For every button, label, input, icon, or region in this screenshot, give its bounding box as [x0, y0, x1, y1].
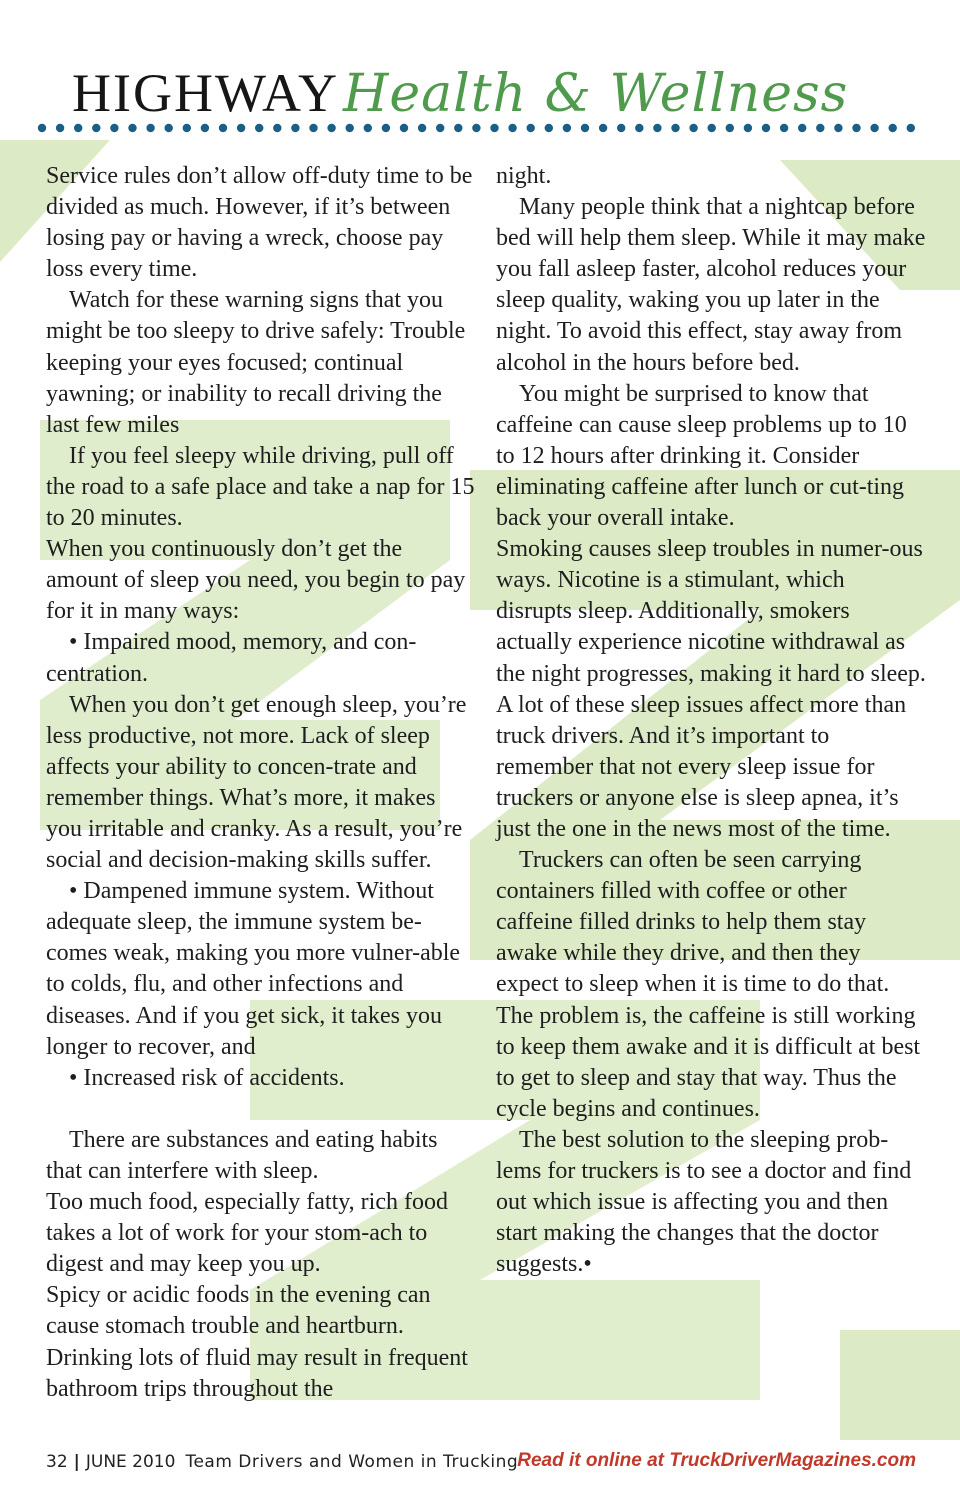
rule-dot — [852, 124, 860, 132]
rule-dot — [418, 124, 426, 132]
paragraph: If you feel sleepy while driving, pull off the road to a safe place and take a nap for 15 to 20 minutes. — [46, 442, 475, 532]
read-online-link[interactable]: Read it online at TruckDriverMagazines.com — [517, 1450, 916, 1471]
rule-dot — [780, 124, 788, 132]
rule-dot — [436, 124, 444, 132]
rule-dot — [527, 124, 535, 132]
paragraph: The best solution to the sleeping prob-lems for truckers is to see a doctor and find out which issue is affecting you and then start making the changes that the doctor suggests.• — [496, 1126, 912, 1278]
paragraph: A lot of these sleep issues affect more than truck drivers. And it’s important to remember that not every sleep issue for truckers or anyone else is sleep apnea, it’s just the one in the news most of the time. — [496, 691, 907, 842]
rule-dot — [472, 124, 480, 132]
bullet-item: • Dampened immune system. Without adequate sleep, the immune system be-comes weak, making you more vulner-able to colds, flu, and other infections and diseases. And if you get sick, it takes you longer to recover, and — [46, 878, 461, 1060]
rule-dot — [382, 124, 390, 132]
paragraph: Spicy or acidic foods in the evening can cause stomach trouble and heartburn. — [46, 1282, 431, 1340]
rule-dot — [110, 124, 118, 132]
folio-separator: | — [73, 1452, 80, 1472]
rule-dot — [165, 124, 173, 132]
rule-dot — [273, 124, 281, 132]
paragraph: Truckers can often be seen carrying containers filled with coffee or other caffeine filled drinks to help them stay awake while they drive, and then they expect to sleep when it is time to do that. The problem is, the caffeine is still working to keep them awake and it is difficult at best to get to sleep and stay that way. Thus the cycle begins and continues. — [496, 847, 921, 1122]
rule-dot — [798, 124, 806, 132]
rule-dot — [219, 124, 227, 132]
rule-dot — [38, 124, 46, 132]
spacer — [46, 1094, 476, 1125]
masthead-title: HIGHWAY — [72, 63, 339, 123]
footer-folio — [46, 1452, 518, 1472]
masthead-script-title: Health & Wellness — [343, 64, 849, 124]
rule-dot — [237, 124, 245, 132]
rule-dot — [708, 124, 716, 132]
rule-dot — [146, 124, 154, 132]
rule-dot — [346, 124, 354, 132]
paragraph: night. — [496, 163, 552, 189]
rule-dot — [545, 124, 553, 132]
page-footer — [46, 1450, 920, 1480]
rule-dot — [816, 124, 824, 132]
paragraph: You might be surprised to know that caffeine can cause sleep problems up to 10 to 12 hours after drinking it. Consider eliminating caffeine after lunch or cut-ting back your overall intake. — [496, 380, 907, 532]
publication-name: Team Drivers and Women in Trucking — [185, 1452, 519, 1472]
paragraph: Drinking lots of fluid may result in frequent bathroom trips throughout the — [46, 1344, 468, 1402]
rule-dot — [870, 124, 878, 132]
rule-dot — [907, 124, 915, 132]
paragraph: Service rules don’t allow off-duty time to be divided as much. However, if it’s between losing pay or having a wreck, choose pay loss every time. — [46, 163, 473, 283]
rule-dot — [563, 124, 571, 132]
bullet-item: • Impaired mood, memory, and con-centration. — [46, 629, 417, 687]
rule-dot — [74, 124, 82, 132]
rule-dot — [56, 124, 64, 132]
rule-dot — [201, 124, 209, 132]
paragraph: Watch for these warning signs that you might be too sleepy to drive safely: Trouble keeping your eyes focused; continual yawning; or inability to recall driving the last few miles — [46, 287, 466, 438]
rule-dot — [327, 124, 335, 132]
rule-dot — [400, 124, 408, 132]
rule-dot — [490, 124, 498, 132]
rule-dot — [128, 124, 136, 132]
issue-date: JUNE 2010 — [85, 1452, 176, 1472]
rule-dot — [599, 124, 607, 132]
rule-dot — [726, 124, 734, 132]
page-number: 32 — [46, 1452, 68, 1472]
rule-dot — [255, 124, 263, 132]
rule-dot — [653, 124, 661, 132]
rule-dot — [364, 124, 372, 132]
paragraph: Many people think that a nightcap before bed will help them sleep. While it may make you fall asleep faster, alcohol reduces your sleep quality, waking you up later in the night. To avoid this effect, stay away from alcohol in the hours before bed. — [496, 194, 926, 376]
rule-dot — [689, 124, 697, 132]
rule-dot — [581, 124, 589, 132]
rule-dot — [309, 124, 317, 132]
rule-dot — [291, 124, 299, 132]
paragraph: When you continuously don’t get the amount of sleep you need, you begin to pay for it in many ways: — [46, 536, 466, 625]
rule-dot — [183, 124, 191, 132]
rule-dot — [762, 124, 770, 132]
article-column-right — [496, 161, 926, 1280]
paragraph: Smoking causes sleep troubles in numer-ous ways. Nicotine is a stimulant, which disrupts sleep. Additionally, smokers actually experience nicotine withdrawal as the night progresses, making it hard to sleep. — [496, 536, 926, 687]
rule-dot — [92, 124, 100, 132]
bullet-item: • Increased risk of accidents. — [69, 1064, 345, 1091]
rule-dot — [617, 124, 625, 132]
rule-dot — [744, 124, 752, 132]
paragraph: Too much food, especially fatty, rich food takes a lot of work for your stom-ach to digest and may keep you up. — [46, 1189, 448, 1278]
rule-dot — [635, 124, 643, 132]
rule-dot — [671, 124, 679, 132]
paragraph: There are substances and eating habits that can interfere with sleep. — [46, 1126, 438, 1184]
rule-dot — [834, 124, 842, 132]
article-column-left — [46, 161, 476, 1405]
rule-dot — [889, 124, 897, 132]
paragraph: When you don’t get enough sleep, you’re less productive, not more. Lack of sleep affects your ability to concen-trate and remember things. What’s more, it makes you irritable and cranky. As a result, you’re social and decision-making skills suffer. — [46, 691, 467, 874]
rule-dot — [454, 124, 462, 132]
rule-dot — [508, 124, 516, 132]
dotted-rule — [36, 121, 926, 135]
